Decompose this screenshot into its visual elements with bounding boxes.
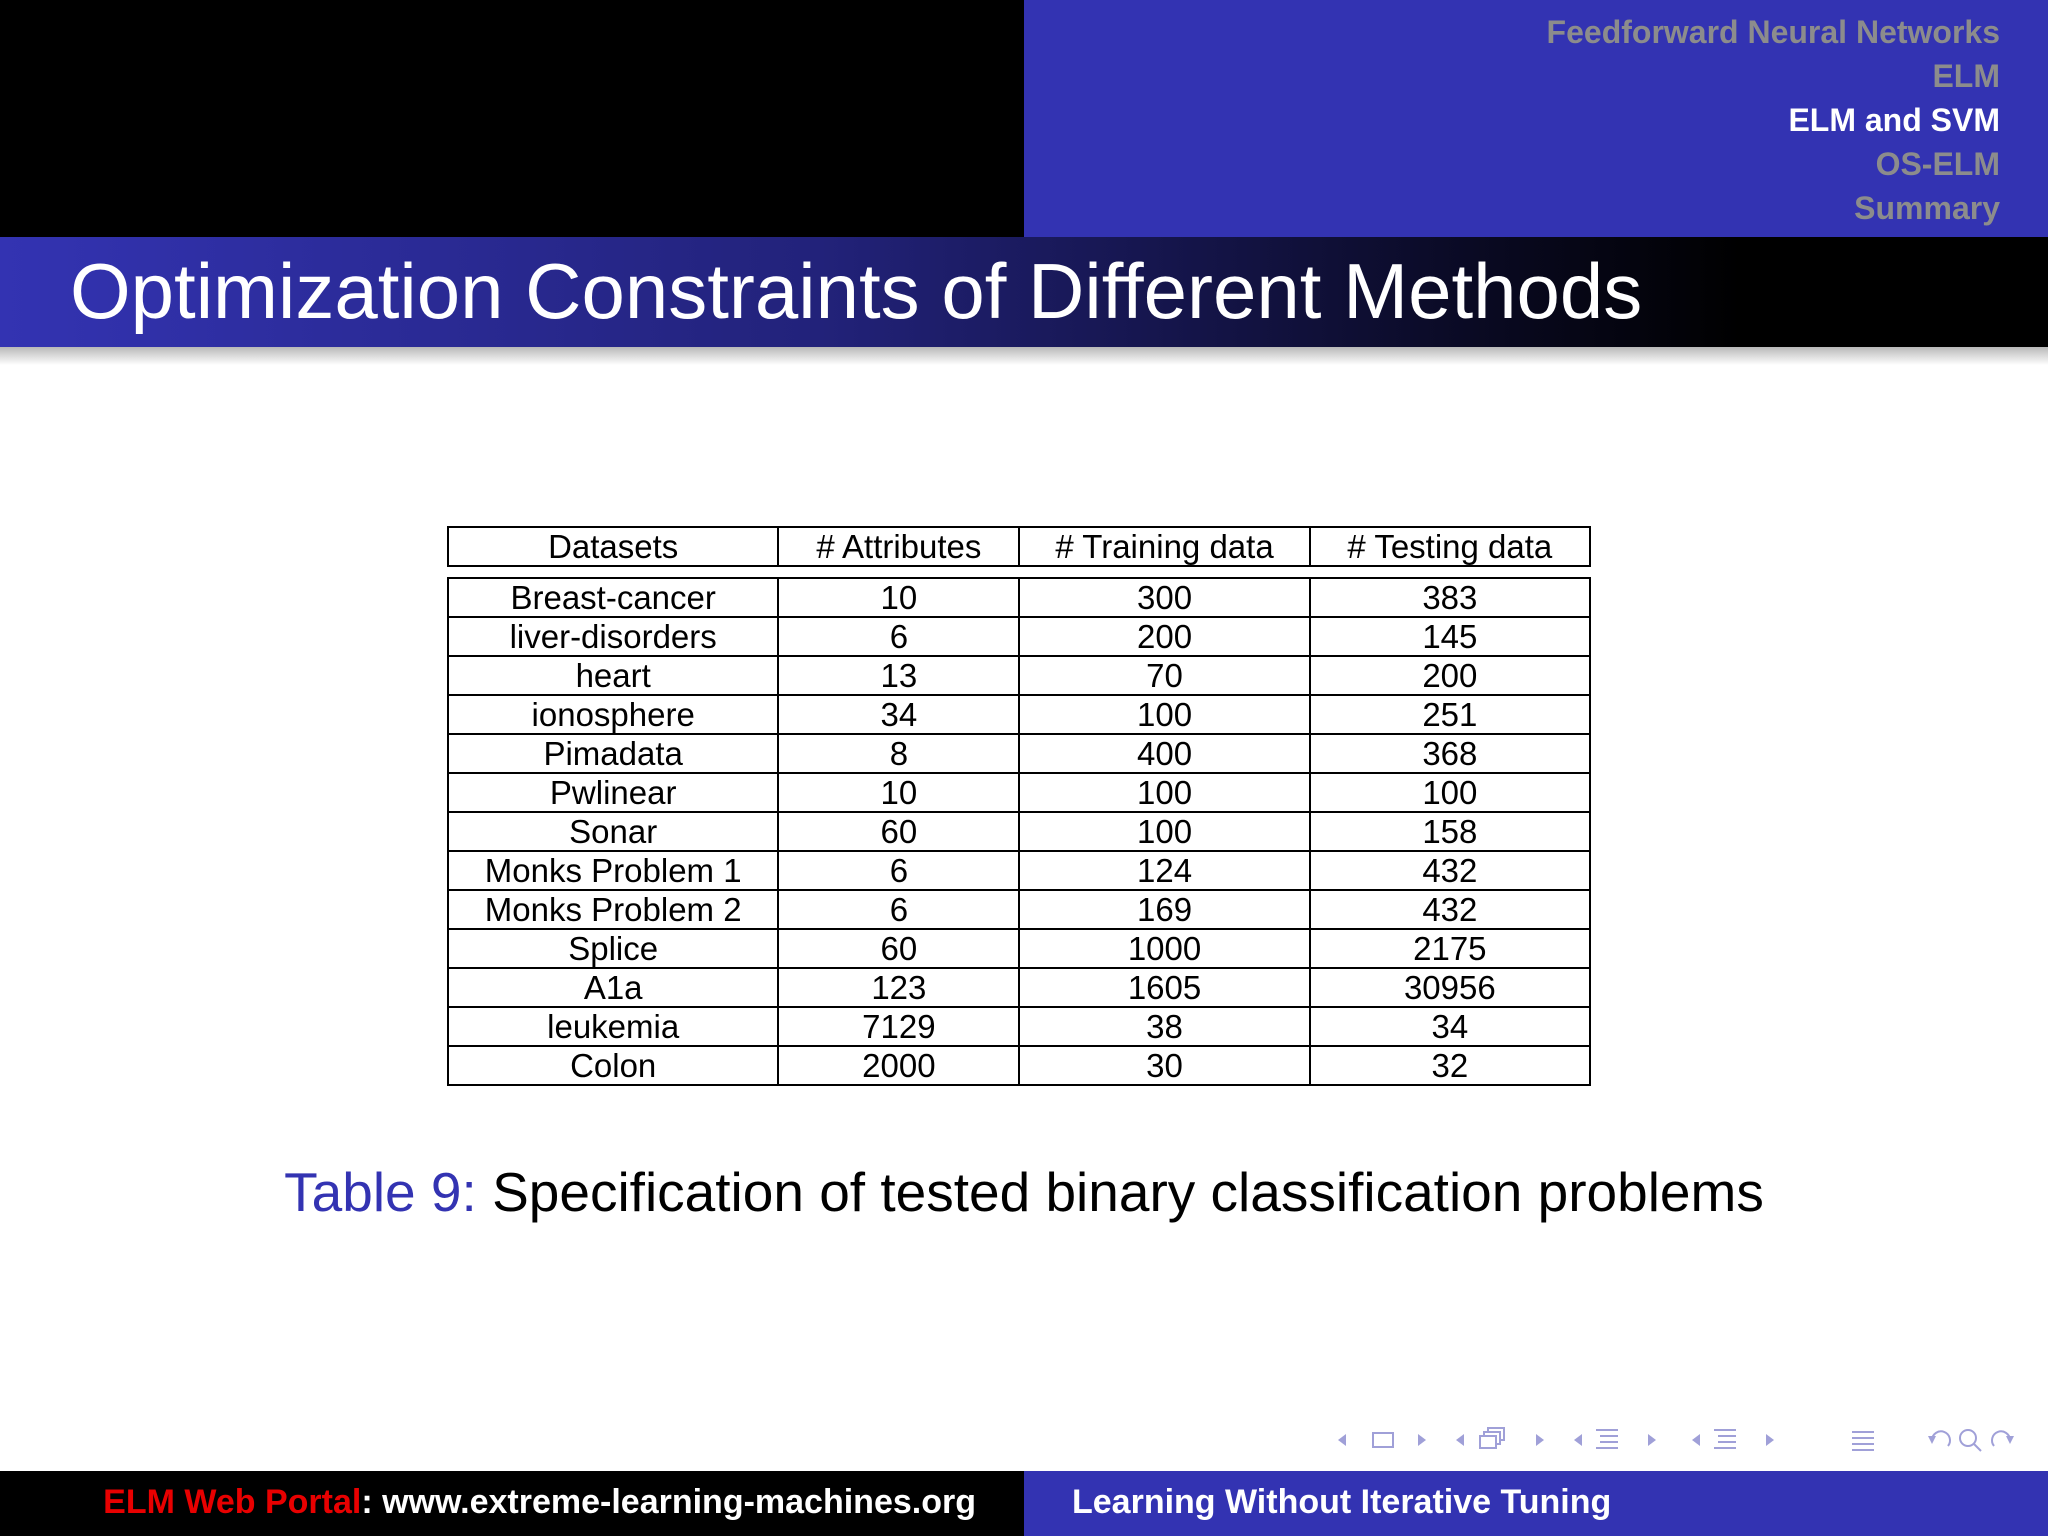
table-cell: 32	[1310, 1046, 1590, 1085]
slide-title: Optimization Constraints of Different Methods	[70, 247, 1643, 335]
table-cell: Pimadata	[448, 734, 778, 773]
nav-section-os-elm[interactable]: OS-ELM	[1875, 146, 2000, 182]
table-row	[448, 890, 1590, 929]
nav-prev-section-icon[interactable]	[1570, 1420, 1584, 1460]
table-cell: Splice	[448, 929, 778, 968]
table-cell: 7129	[778, 1007, 1019, 1046]
table-cell: liver-disorders	[448, 617, 778, 656]
table-header-gap	[448, 566, 1590, 578]
table-cell: 123	[778, 968, 1019, 1007]
table-cell: 70	[1019, 656, 1309, 695]
table-cell: 6	[778, 890, 1019, 929]
table-row	[448, 656, 1590, 695]
table-row	[448, 1046, 1590, 1085]
table-cell: 100	[1310, 773, 1590, 812]
caption-text: Specification of tested binary classification problems	[492, 1161, 1764, 1223]
table-header-cell: # Testing data	[1310, 527, 1590, 566]
table-cell: 124	[1019, 851, 1309, 890]
table-cell: 13	[778, 656, 1019, 695]
table-cell: ionosphere	[448, 695, 778, 734]
table-cell: 400	[1019, 734, 1309, 773]
table-cell: 10	[778, 578, 1019, 617]
nav-slide-icon[interactable]	[1848, 1420, 1878, 1460]
table-cell: leukemia	[448, 1007, 778, 1046]
nav-document-icon[interactable]	[1710, 1420, 1740, 1460]
table-cell: 300	[1019, 578, 1309, 617]
nav-prev-frame-icon[interactable]	[1334, 1420, 1348, 1460]
table-cell: 1000	[1019, 929, 1309, 968]
nav-section-summary[interactable]: Summary	[1854, 190, 2000, 226]
table-cell: 30956	[1310, 968, 1590, 1007]
footer-left-panel	[0, 1471, 1024, 1536]
table-cell: 100	[1019, 695, 1309, 734]
table-cell: 60	[778, 929, 1019, 968]
table-cell: 200	[1310, 656, 1590, 695]
nav-section-feedforward-neural-networks[interactable]: Feedforward Neural Networks	[1546, 14, 2000, 50]
table-cell: Pwlinear	[448, 773, 778, 812]
table-cell: Breast-cancer	[448, 578, 778, 617]
nav-prev-doc-icon[interactable]	[1688, 1420, 1702, 1460]
table-row	[448, 578, 1590, 617]
nav-back-icon[interactable]	[1924, 1420, 1954, 1460]
table-row	[448, 929, 1590, 968]
table-cell: 6	[778, 617, 1019, 656]
table-cell: 6	[778, 851, 1019, 890]
table-header-cell: Datasets	[448, 527, 778, 566]
nav-next-doc-icon[interactable]	[1764, 1420, 1778, 1460]
table-cell: 1605	[1019, 968, 1309, 1007]
table-cell: heart	[448, 656, 778, 695]
table-cell: 169	[1019, 890, 1309, 929]
nav-search-icon[interactable]	[1956, 1420, 1986, 1460]
nav-next-section-icon[interactable]	[1646, 1420, 1660, 1460]
footer-portal	[103, 1483, 976, 1522]
table-cell: 38	[1019, 1007, 1309, 1046]
table-row	[448, 773, 1590, 812]
table-cell: 2000	[778, 1046, 1019, 1085]
nav-section-icon[interactable]	[1592, 1420, 1622, 1460]
nav-section-elm[interactable]: ELM	[1932, 58, 2000, 94]
table-cell: 432	[1310, 851, 1590, 890]
table-row	[448, 968, 1590, 1007]
table-cell: Sonar	[448, 812, 778, 851]
table-cell: Monks Problem 2	[448, 890, 778, 929]
table-body	[448, 578, 1590, 1085]
caption-label: Table 9:	[284, 1161, 477, 1223]
table-row	[448, 617, 1590, 656]
nav-prev-subsection-icon[interactable]	[1452, 1420, 1466, 1460]
table-cell: 432	[1310, 890, 1590, 929]
table-header-cell: # Attributes	[778, 527, 1019, 566]
table-cell: A1a	[448, 968, 778, 1007]
nav-next-frame-icon[interactable]	[1416, 1420, 1430, 1460]
table-row	[448, 812, 1590, 851]
table-row	[448, 695, 1590, 734]
table-cell: 8	[778, 734, 1019, 773]
table-cell: 251	[1310, 695, 1590, 734]
nav-frame-icon[interactable]	[1370, 1420, 1398, 1460]
table-header-cell: # Training data	[1019, 527, 1309, 566]
nav-subsection-icon[interactable]	[1476, 1420, 1510, 1460]
table-row	[448, 1007, 1590, 1046]
beamer-navigation-symbols	[1330, 1420, 2030, 1460]
table-cell: 158	[1310, 812, 1590, 851]
footer-tagline: Learning Without Iterative Tuning	[1072, 1483, 1612, 1521]
table-cell: Monks Problem 1	[448, 851, 778, 890]
nav-forward-icon[interactable]	[1988, 1420, 2018, 1460]
table-cell: 383	[1310, 578, 1590, 617]
table-cell: 34	[778, 695, 1019, 734]
table-caption	[0, 1157, 2048, 1227]
table-row	[448, 734, 1590, 773]
dataset-table-container	[447, 526, 1591, 1086]
nav-next-subsection-icon[interactable]	[1534, 1420, 1548, 1460]
table-cell: Colon	[448, 1046, 778, 1085]
footer-right-panel	[1024, 1471, 2048, 1536]
section-navigation	[1024, 10, 2048, 230]
table-cell: 368	[1310, 734, 1590, 773]
table-cell: 34	[1310, 1007, 1590, 1046]
header-left-panel	[0, 0, 1024, 237]
table-cell: 200	[1019, 617, 1309, 656]
dataset-table	[447, 526, 1591, 1086]
table-cell: 30	[1019, 1046, 1309, 1085]
table-cell: 60	[778, 812, 1019, 851]
table-header-row	[448, 527, 1590, 566]
table-cell: 2175	[1310, 929, 1590, 968]
table-cell: 100	[1019, 773, 1309, 812]
footer-portal-url: : www.extreme-learning-machines.org	[361, 1483, 976, 1521]
footer-portal-label[interactable]: ELM Web Portal	[103, 1483, 362, 1521]
table-cell: 100	[1019, 812, 1309, 851]
table-cell: 145	[1310, 617, 1590, 656]
nav-section-elm-and-svm[interactable]: ELM and SVM	[1788, 102, 2000, 138]
table-row	[448, 851, 1590, 890]
table-cell: 10	[778, 773, 1019, 812]
title-shadow	[0, 347, 2048, 365]
